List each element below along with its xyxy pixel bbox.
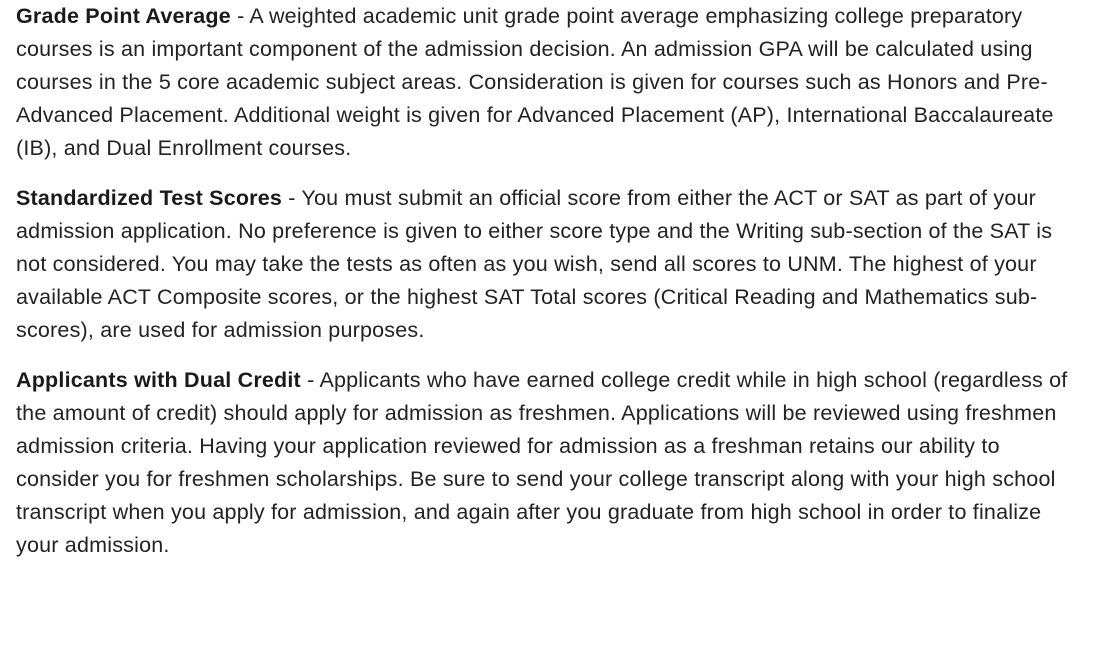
section-separator: - [282, 186, 302, 210]
section-body: A weighted academic unit grade point average emphasizing college preparatory courses is an important component of the admission decision. An admission GPA will be calculated using courses in the 5 core academic subject areas. Consideration is given for courses such as Honors and Pre-Advanced Placement. Additional weight is given for Advanced Placement (AP), International Baccalaureate (IB), and Dual Enrollment courses. [16, 4, 1054, 160]
section-term: Applicants with Dual Credit [16, 368, 301, 392]
section-separator: - [230, 4, 250, 28]
section-separator: - [300, 368, 320, 392]
section-applicants-with-dual-credit [16, 364, 1076, 562]
section-term: Grade Point Average [16, 4, 231, 28]
section-term: Standardized Test Scores [16, 186, 283, 210]
section-standardized-test-scores [16, 182, 1076, 347]
section-grade-point-average [16, 0, 1076, 165]
section-body: Applicants who have earned college credit while in high school (regardless of the amount of credit) should apply for admission as freshmen. Applications will be reviewed using freshmen admission criteria. Having your application reviewed for admission as a freshman retains our ability to consider you for freshmen scholarships. Be sure to send your college transcript along with your high school transcript when you apply for admission, and again after you graduate from high school in order to finalize your admission. [16, 368, 1068, 557]
admission-criteria-content [16, 0, 1076, 579]
section-body: You must submit an official score from either the ACT or SAT as part of your admission application. No preference is given to either score type and the Writing sub-section of the SAT is not considered. You may take the tests as often as you wish, send all scores to UNM. The highest of your available ACT Composite scores, or the highest SAT Total scores (Critical Reading and Mathematics sub-scores), are used for admission purposes. [16, 186, 1053, 342]
